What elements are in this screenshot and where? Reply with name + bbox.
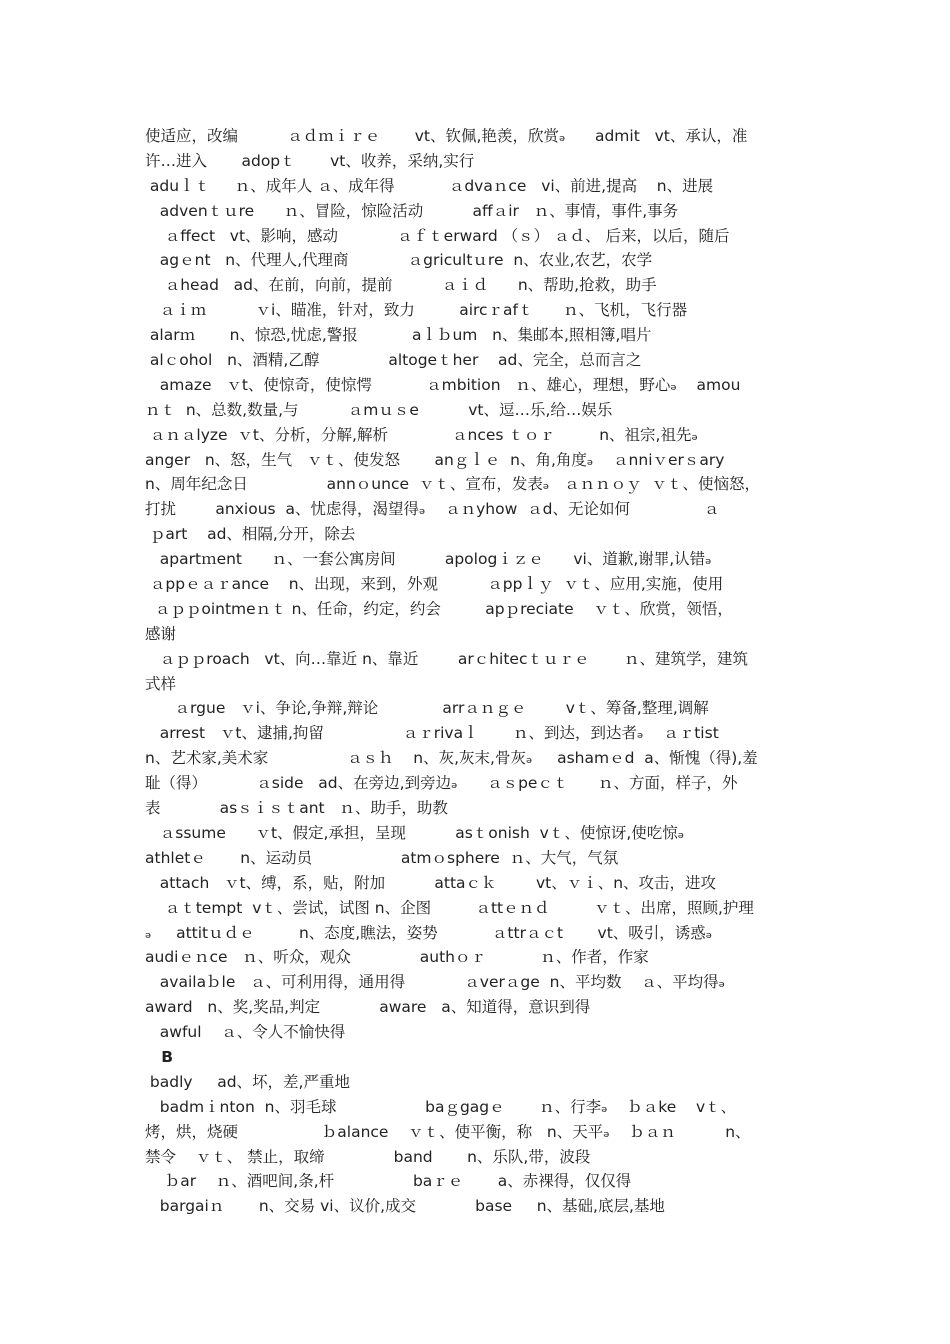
text-line: alarｍ n、惊恐,忧虑,警报 aｌｂum n、集邮本,照相簿,唱片 <box>145 326 652 345</box>
text-line: aduｌｔ ｎ、成年人 ａ、成年得 ａdvaｎce vi、前进,提高 n、进展 <box>145 176 714 195</box>
text-line: bargaiｎ n、交易 vi、议价,成交 base n、基础,底层,基地 <box>145 1197 665 1216</box>
text-line: 耻（得） ａside ad、在旁边,到旁边ₔ ａｓpeｃｔ ｎ、方面，样子，外 <box>145 774 738 793</box>
text-line: audiｅｎce ｎ、听众，观众 authｏｒ ｎ、作者，作家 <box>145 948 649 967</box>
text-line: 表 asｓｉｓｔant ｎ、助手，助教 <box>145 799 448 818</box>
text-line: 使适应，改编 ａｄｍｉｒｅ vt、钦佩,艳羡，欣赏ₔ admit vt、承认，准 <box>145 127 748 145</box>
text-line: amaze ｖt、使惊奇，使惊愕 ａmbition ｎ、雄心，理想，野心ₔ amou <box>145 375 741 394</box>
text-line: ａｉｍ ｖi、瞄准，针对，致力 aircｒafｔ ｎ、飞机，飞行器 <box>145 301 688 320</box>
text-line: ａppｅａｒance n、出现，来到，外观 ａppｌｙ ｖｔ、应用,实施，使用 <box>145 575 724 594</box>
text-line: anger n、怒，生气 ｖｔ、使发怒 anｇｌｅ n、角,角度ₔ ａnniｖerｓary <box>145 450 725 469</box>
text-line: 打扰 anxious a、忧虑得，渴望得ₔ ａｎyhow ａd、无论如何 ａ <box>145 500 720 519</box>
text-line: availaｂle ａ、可利用得，通用得 ａverａge n、平均数 ａ、平均得ₔ <box>145 973 726 992</box>
text-line: ａffect vt、影响，感动 ａｆｔerward （ｓ） ａｄ、 后来，以后，随后 <box>145 226 730 245</box>
text-line: ａｐｐointmeｎｔ n、任命，约定，约会 apｐreciate ｖｔ、欣赏，领悟， <box>145 599 733 618</box>
text-line: ａrgue ｖi、争论,争辩,辩论 arrａｎｇｅ vｔ、筹备,整理,调解 <box>145 699 709 718</box>
text-line: ａｎａlyze ｖt、分析，分解,解析 ａnces ｔｏｒ n、祖宗,祖先ₔ <box>145 425 698 444</box>
text-line: ａｐｐroach vt、向…靠近 n、靠近 arｃhitecｔｕｒｅ ｎ、建筑学，建筑 <box>145 649 748 668</box>
text-line: 式样 <box>145 674 177 693</box>
text-line: badly ad、坏，差,严重地 <box>145 1072 350 1091</box>
text-line: badmｉnton n、羽毛球 baｇgagｅ ｎ、行李ₔ ｂａke vｔ、 <box>145 1097 737 1116</box>
text-line: attach ｖt、缚，系，贴，附加 attaｃｋ vt、ｖｉ、n、攻击，进攻 <box>145 873 717 892</box>
vocabulary-list <box>145 124 815 1219</box>
text-line: ａｔtempt vｔ、尝试，试图 n、企图 ａttｅｎｄ ｖｔ、出席，照顾,护理 <box>145 898 754 917</box>
text-line: athletｅ n、运动员 atmｏsphere ｎ、大气，气氛 <box>145 848 619 867</box>
text-line: ａssume ｖt、假定,承担，呈现 asｔonish vｔ、使惊讶,使吃惊ₔ <box>145 823 685 842</box>
text-line: advenｔｕre ｎ、冒险，惊险活动 affａir ｎ、事情，事件,事务 <box>145 201 679 220</box>
text-line: 禁令 ｖｔ、 禁止，取缔 band n、乐队,带，波段 <box>145 1147 591 1166</box>
text-line: alｃohol n、酒精,乙醇 altogeｔher ad、完全，总而言之 <box>145 351 642 370</box>
text-line: 感谢 <box>145 624 177 643</box>
text-line: 烤，烘，烧硬 ｂalance ｖｔ、使平衡，称 n、天平ₔ ｂａｎ n、 <box>145 1122 751 1141</box>
text-line: n、艺术家,美术家 ａｓｈ n、灰,灰末,骨灰ₔ ashamｅd a、惭愧（得),羞 <box>145 749 758 768</box>
text-line: arrest ｖt、逮捕,拘留 ａｒrivaｌ ｎ、到达，到达者ₔ ａｒtist <box>145 724 719 743</box>
text-line: ｐart ad、相隔,分开，除去 <box>145 525 356 544</box>
text-line: ₔ attitｕｄｅ n、态度,瞧法，姿势 ａttrａｃt vt、吸引，诱惑ₔ <box>145 923 713 942</box>
text-line: agｅnt n、代理人,代理商 ａgricultｕre n、农业,农艺，农学 <box>145 251 653 270</box>
text-line: ａhead ad、在前，向前，提前 ａｉｄ n、帮助,抢救，助手 <box>145 276 657 295</box>
text-line: ｎｔ n、总数,数量,与 ａmｕｓe vt、逗…乐,给…娱乐 <box>145 400 613 419</box>
section-heading-b: B <box>145 1047 174 1066</box>
text-line: n、周年纪念日 annｏunce ｖｔ、宣布，发表ₔ ａｎｎｏｙ ｖｔ、使恼怒， <box>145 475 760 494</box>
text-line: 许…进入 adopｔ vt、收养，采纳,实行 <box>145 151 475 170</box>
text-line: ｂar ｎ、酒吧间,条,杆 baｒｅ a、赤裸得，仅仅得 <box>145 1172 632 1191</box>
text-line: apartｍent ｎ、一套公寓房间 apologｉｚｅ vi、道歉,谢罪,认错ₔ <box>145 550 712 569</box>
text-line: award n、奖,奖品,判定 aware a、知道得，意识到得 <box>145 998 591 1017</box>
text-line: awful ａ、令人不愉快得 <box>145 1023 346 1042</box>
